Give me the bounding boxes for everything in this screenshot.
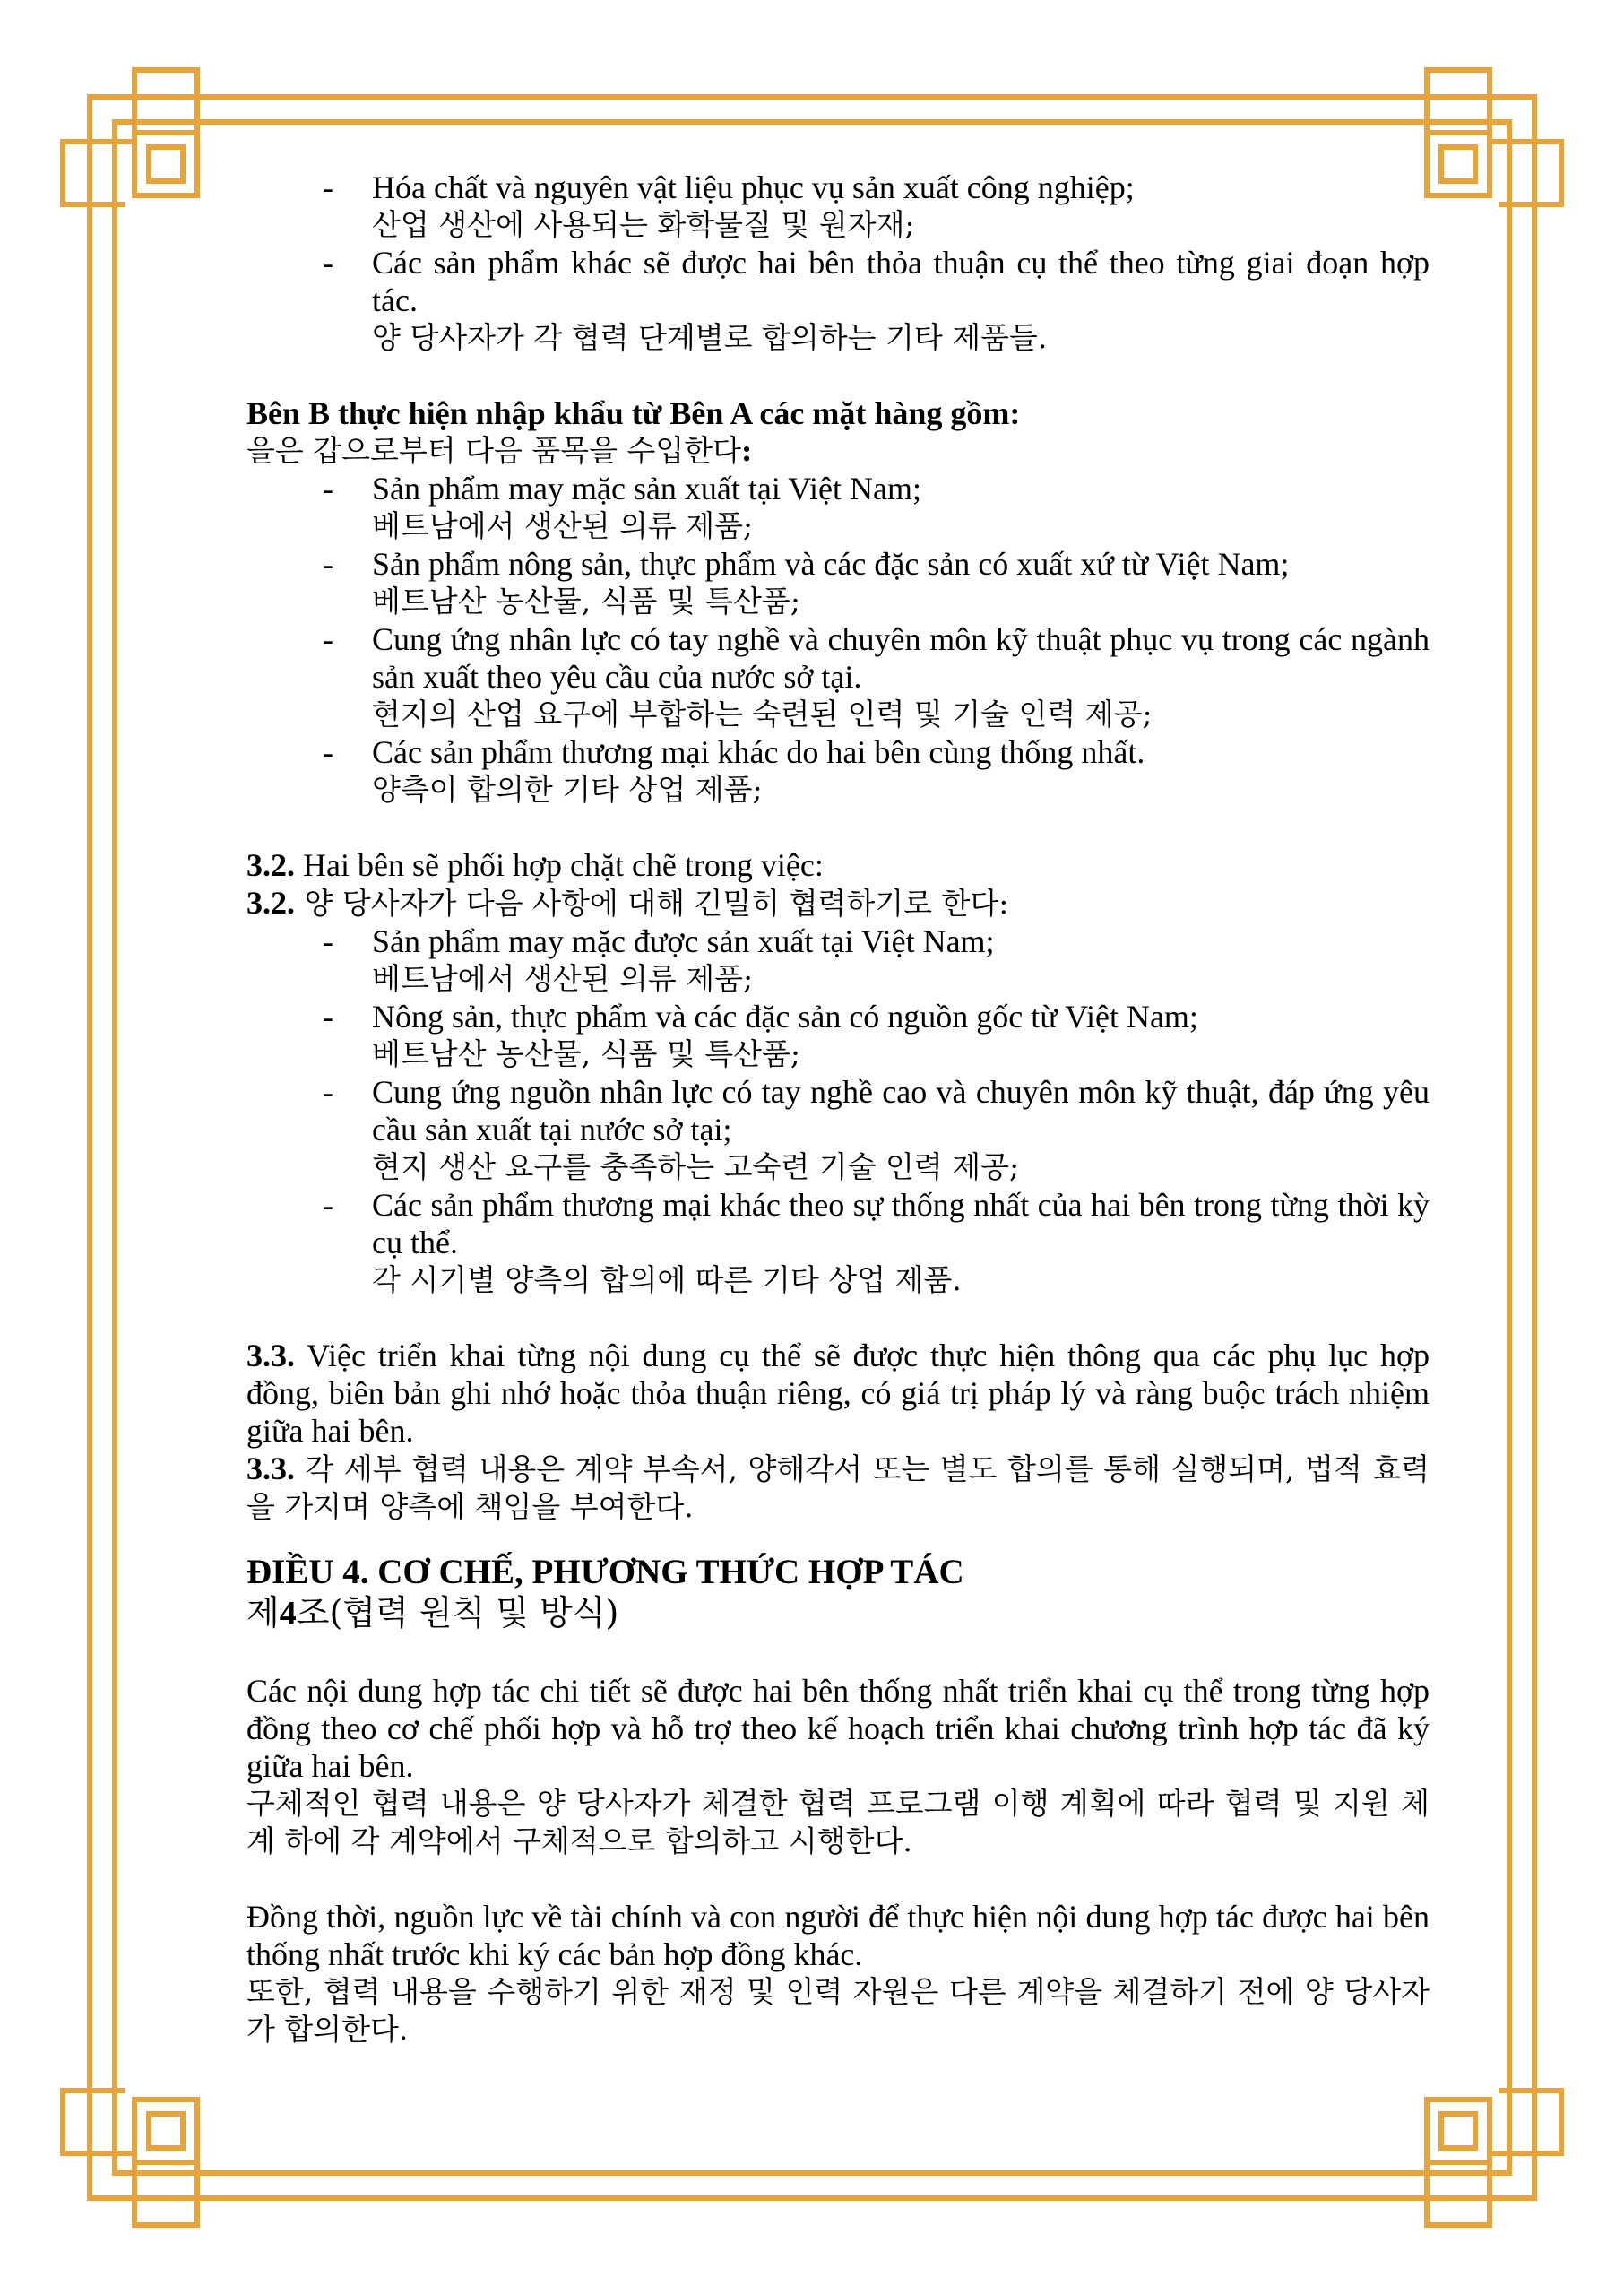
dash-bullet: - xyxy=(323,546,333,582)
list-item xyxy=(323,470,1430,545)
section-party-b-imports xyxy=(246,394,1430,809)
dash-bullet: - xyxy=(323,169,333,205)
article-heading-vi: ĐIỀU 4. CƠ CHẾ, PHƯƠNG THỨC HỢP TÁC xyxy=(246,1553,964,1591)
clause-3-2 xyxy=(246,846,1430,1299)
list-item xyxy=(323,1186,1430,1299)
list-item-ko: 각 시기별 양측의 합의에 따른 기타 상업 제품. xyxy=(372,1262,962,1297)
list-item-ko: 양 당사자가 각 협력 단계별로 합의하는 기타 제품들. xyxy=(372,320,1048,355)
dash-bullet: - xyxy=(323,1187,333,1223)
clause-3-3 xyxy=(246,1337,1430,1526)
list-item-vi: Sản phẩm may mặc được sản xuất tại Việt Nam; xyxy=(372,923,995,959)
paragraph-vi: Đồng thời, nguồn lực về tài chính và con người để thực hiện nội dung hợp tác được hai bên thống nhất trước khi ký các bản hợp đồng khác. xyxy=(246,1899,1430,1972)
list-item-vi: Các sản phẩm khác sẽ được hai bên thỏa thuận cụ thể theo từng giai đoạn hợp tác. xyxy=(372,245,1430,318)
list-item xyxy=(323,998,1430,1073)
list-item-ko: 베트남산 농산물, 식품 및 특산품; xyxy=(372,584,800,619)
clause-text-ko: 3.3. 각 세부 협력 내용은 계약 부속서, 양해각서 또는 별도 합의를 통해 실행되며, 법적 효력을 가지며 양측에 책임을 부여한다. xyxy=(246,1451,1430,1524)
list-item-ko: 베트남에서 생산된 의류 제품; xyxy=(372,961,754,996)
clause-text-vi: 3.3. Việc triển khai từng nội dung cụ thể sẽ được thực hiện thông qua các phụ lục hợp đồng, biên bản ghi nhớ hoặc thỏa thuận riêng, có giá trị pháp lý và ràng buộc trách nhiệm giữa hai bên. xyxy=(246,1338,1430,1449)
section-title-ko: 을은 갑으로부터 다음 품목을 수입한다: xyxy=(246,433,753,468)
list-item-vi: Hóa chất và nguyên vật liệu phục vụ sản xuất công nghiệp; xyxy=(372,169,1135,205)
list-item-ko: 현지 생산 요구를 충족하는 고숙련 기술 인력 제공; xyxy=(372,1149,1020,1184)
list-item-ko: 양측이 합의한 기타 상업 제품; xyxy=(372,772,763,807)
article-4 xyxy=(246,1553,1430,2048)
clause-text-ko: 3.2. 양 당사자가 다음 사항에 대해 긴밀히 협력하기로 한다: xyxy=(246,885,1009,921)
list-item xyxy=(323,169,1430,244)
dash-bullet: - xyxy=(323,999,333,1035)
document-body xyxy=(246,169,1430,2048)
list-item-vi: Các sản phẩm thương mại khác do hai bên cùng thống nhất. xyxy=(372,734,1145,770)
dash-bullet: - xyxy=(323,1074,333,1110)
list-item-vi: Cung ứng nhân lực có tay nghề và chuyên môn kỹ thuật phục vụ trong các ngành sản xuất theo yêu cầu của nước sở tại. xyxy=(372,621,1430,695)
list-item-vi: Sản phẩm may mặc sản xuất tại Việt Nam; xyxy=(372,471,922,507)
list-item xyxy=(323,922,1430,998)
list-item-ko: 베트남산 농산물, 식품 및 특산품; xyxy=(372,1036,800,1071)
section-title-vi: Bên B thực hiện nhập khẩu từ Bên A các mặt hàng gồm: xyxy=(246,395,1021,431)
list-item-vi: Cung ứng nguồn nhân lực có tay nghề cao và chuyên môn kỹ thuật, đáp ứng yêu cầu sản xuất tại nước sở tại; xyxy=(372,1074,1430,1148)
list-item xyxy=(323,620,1430,733)
dash-bullet: - xyxy=(323,245,333,281)
list-item-vi: Các sản phẩm thương mại khác theo sự thống nhất của hai bên trong từng thời kỳ cụ thể. xyxy=(372,1187,1430,1260)
list-item-vi: Nông sản, thực phẩm và các đặc sản có nguồn gốc từ Việt Nam; xyxy=(372,999,1198,1035)
dash-bullet: - xyxy=(323,923,333,959)
list-item-ko: 현지의 산업 요구에 부합하는 숙련된 인력 및 기술 인력 제공; xyxy=(372,697,1153,732)
list-party-a-continued xyxy=(246,169,1430,357)
article-heading-ko-rest: (협력 원칙 및 방식) xyxy=(329,1593,619,1632)
paragraph-ko: 또한, 협력 내용을 수행하기 위한 재정 및 인력 자원은 다른 계약을 체결하기 전에 양 당사자가 합의한다. xyxy=(246,1974,1430,2047)
list-item xyxy=(323,733,1430,809)
clause-text-vi: 3.2. Hai bên sẽ phối hợp chặt chẽ trong việc: xyxy=(246,847,824,883)
list-item-ko: 산업 생산에 사용되는 화학물질 및 원자재; xyxy=(372,207,915,242)
paragraph-ko: 구체적인 협력 내용은 양 당사자가 체결한 협력 프로그램 이행 계획에 따라 협력 및 지원 체계 하에 각 계약에서 구체적으로 합의하고 시행한다. xyxy=(246,1786,1430,1858)
article-heading-ko: 제4조(협력 원칙 및 방식) xyxy=(246,1593,619,1632)
list-item xyxy=(323,1073,1430,1186)
list-item-vi: Sản phẩm nông sản, thực phẩm và các đặc sản có xuất xứ từ Việt Nam; xyxy=(372,546,1290,582)
paragraph-vi: Các nội dung hợp tác chi tiết sẽ được hai bên thống nhất triển khai cụ thể trong từng hợp đồng theo cơ chế phối hợp và hỗ trợ theo kế hoạch triển khai chương trình hợp tác đã ký giữa hai bên. xyxy=(246,1673,1430,1784)
dash-bullet: - xyxy=(323,471,333,507)
dash-bullet: - xyxy=(323,621,333,657)
dash-bullet: - xyxy=(323,734,333,770)
list-item-ko: 베트남에서 생산된 의류 제품; xyxy=(372,508,754,543)
list-item xyxy=(323,244,1430,357)
list-item xyxy=(323,545,1430,620)
